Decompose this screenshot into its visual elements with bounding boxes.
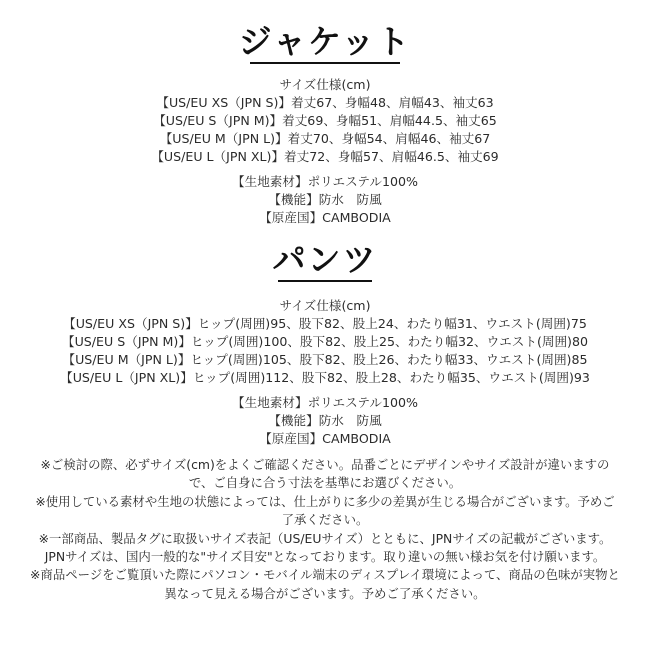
jacket-title: ジャケット <box>238 22 412 61</box>
jacket-size-row: 【US/EU XS（JPN S)】着丈67、身幅48、肩幅43、袖丈63 <box>156 95 494 110</box>
pants-material: 【生地素材】ポリエステル100% <box>232 395 418 410</box>
jacket-origin: 【原産国】CAMBODIA <box>259 210 391 225</box>
jacket-title-underline <box>250 62 400 64</box>
note-jpn-size: ※一部商品、製品タグに取扱いサイズ表記（US/EUサイズ）とともに、JPNサイズの記載がございます。JPNサイズは、国内一般的な"サイズ目安"となっております。取り違いの無い様お気を付け願います。 <box>38 530 612 565</box>
pants-title-underline <box>278 280 372 282</box>
jacket-material: 【生地素材】ポリエステル100% <box>232 174 418 189</box>
jacket-size-row: 【US/EU L（JPN XL)】着丈72、身幅57、肩幅46.5、袖丈69 <box>151 149 499 164</box>
pants-size-row: 【US/EU XS（JPN S)】ヒップ(周囲)95、股下82、股上24、わたり幅31、ウエスト(周囲)75 <box>63 316 587 331</box>
pants-size-row: 【US/EU L（JPN XL)】ヒップ(周囲)112、股下82、股上28、わたり幅35、ウエスト(周囲)93 <box>60 370 590 385</box>
pants-size-spec <box>0 297 650 387</box>
pants-size-row: 【US/EU M（JPN L)】ヒップ(周囲)105、股下82、股上26、わたり幅33、ウエスト(周囲)85 <box>62 352 588 367</box>
notes <box>30 456 620 603</box>
jacket-size-row: 【US/EU M（JPN L)】着丈70、身幅54、肩幅46、袖丈67 <box>159 131 491 146</box>
jacket-size-row: 【US/EU S（JPN M)】着丈69、身幅51、肩幅44.5、袖丈65 <box>153 113 497 128</box>
jacket-size-heading: サイズ仕様(cm) <box>279 77 371 92</box>
note-display-color: ※商品ページをご覧頂いた際にパソコン・モバイル端末のディスプレイ環境によって、商品の色味が実物と異なって見える場合がございます。予めご了承ください。 <box>30 567 620 601</box>
pants-size-heading: サイズ仕様(cm) <box>279 298 371 313</box>
pants-size-row: 【US/EU S（JPN M)】ヒップ(周囲)100、股下82、股上25、わたり幅32、ウエスト(周囲)80 <box>62 334 588 349</box>
pants-details <box>0 394 650 448</box>
jacket-details <box>0 173 650 227</box>
jacket-function: 【機能】防水 防風 <box>268 192 382 207</box>
pants-title-wrap <box>0 240 650 282</box>
note-material-variance: ※使用している素材や生地の状態によっては、仕上がりに多少の差異が生じる場合がございます。予めご了承ください。 <box>35 493 615 528</box>
jacket-title-wrap <box>0 22 650 64</box>
pants-origin: 【原産国】CAMBODIA <box>259 431 391 446</box>
jacket-size-spec <box>0 76 650 166</box>
note-size-check: ※ご検討の際、必ずサイズ(cm)をよくご確認ください。品番ごとにデザインやサイズ設計が違いますので、ご自身に合う寸法を基準にお選びください。 <box>40 457 610 491</box>
pants-title: パンツ <box>272 240 378 279</box>
pants-function: 【機能】防水 防風 <box>268 413 382 428</box>
